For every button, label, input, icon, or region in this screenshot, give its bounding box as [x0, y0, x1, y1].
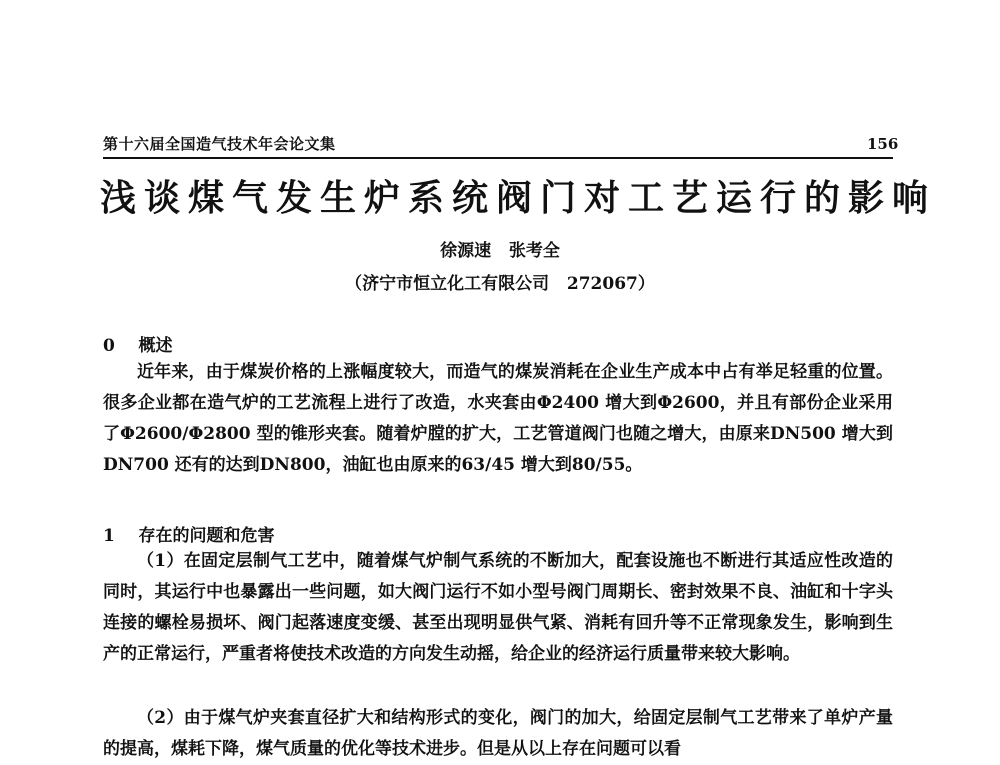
proceedings-title: 第十六届全国造气技术年会论文集 [103, 135, 336, 153]
author-affiliation: （济宁市恒立化工有限公司 272067） [345, 274, 655, 294]
header-divider [103, 157, 893, 159]
paragraph-problem-1: （1）在固定层制气工艺中，随着煤气炉制气系统的不断加大，配套设施也不断进行其适应性改造的同时，其运行中也暴露出一些问题，如大阀门运行不如小型号阀门周期长、密封效果不良、油缸和十字头连接的螺栓易损坏、阀门起落速度变缓、甚至出现明显供气紧、消耗有回升等不正常现象发生，影响到生产的正常运行，严重者将使技术改造的方向发生动摇，给企业的经济运行质量带来较大影响。 [103, 551, 893, 664]
paragraph-overview: 近年来，由于煤炭价格的上涨幅度较大，而造气的煤炭消耗在企业生产成本中占有举足轻重的位置。很多企业都在造气炉的工艺流程上进行了改造，水夹套由Φ2400 增大到Φ2600，并且有部份企业采用了Φ2600/Φ2800 型的锥形夹套。随着炉膛的扩大，工艺管道阀门也随之增大，由原来DN500 增大到DN700 还有的达到DN800，油缸也由原来的63/45 增大到80/55。 [103, 362, 893, 475]
page-number: 156 [867, 135, 899, 153]
paper-authors: 徐源速 张考全 [440, 241, 560, 261]
section-heading-problems: 1 存在的问题和危害 [103, 526, 275, 546]
paper-title: 浅谈煤气发生炉系统阀门对工艺运行的影响 [100, 177, 937, 219]
paragraph-problem-2: （2）由于煤气炉夹套直径扩大和结构形式的变化，阀门的加大，给固定层制气工艺带来了单炉产量的提高，煤耗下降，煤气质量的优化等技术进步。但是从以上存在问题可以看 [103, 708, 893, 759]
section-heading-overview: 0 概述 [103, 336, 173, 356]
